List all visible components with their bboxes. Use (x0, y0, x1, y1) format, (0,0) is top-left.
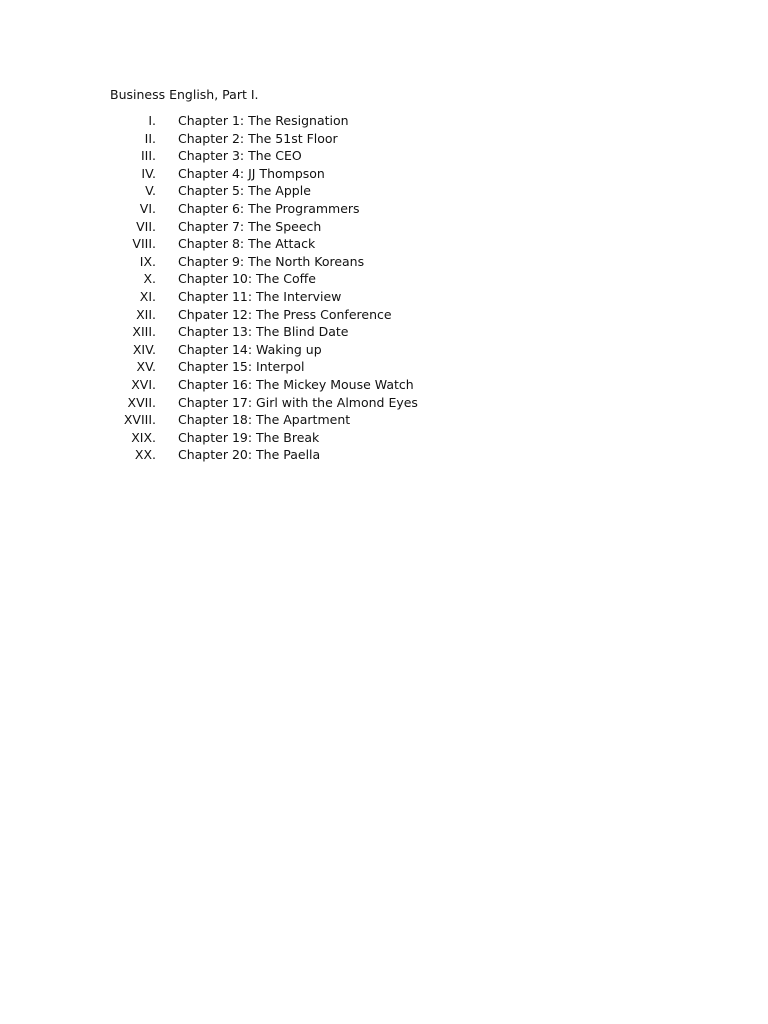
list-item (110, 130, 510, 148)
list-item (110, 288, 510, 306)
chapter-title: Chapter 7: The Speech (178, 218, 322, 234)
chapter-title: Chapter 11: The Interview (178, 288, 342, 304)
chapter-title: Chapter 20: The Paella (178, 447, 321, 463)
chapter-list (110, 112, 510, 464)
chapter-title: Chapter 6: The Programmers (178, 200, 360, 216)
list-numeral: XIII. (132, 324, 156, 340)
list-numeral: IX. (139, 253, 156, 269)
list-item (110, 165, 510, 183)
list-numeral: XII. (136, 306, 156, 322)
chapter-title: Chapter 14: Waking up (178, 341, 322, 357)
chapter-title: Chapter 8: The Attack (178, 236, 316, 252)
list-numeral: I. (148, 113, 156, 128)
list-numeral: VI. (139, 200, 156, 216)
list-numeral: III. (140, 148, 156, 164)
list-item (110, 358, 510, 376)
chapter-title: Chapter 2: The 51st Floor (178, 130, 338, 146)
list-numeral: XIX. (131, 429, 156, 445)
chapter-title: Chapter 13: The Blind Date (178, 324, 349, 340)
list-item (110, 341, 510, 359)
chapter-title: Chapter 18: The Apartment (178, 412, 351, 428)
chapter-title: Chpater 12: The Press Conference (178, 306, 392, 322)
list-numeral: XVII. (127, 394, 156, 410)
list-numeral: IV. (141, 165, 156, 181)
list-numeral: X. (143, 271, 156, 287)
list-numeral: XX. (134, 447, 156, 463)
list-numeral: VII. (136, 218, 156, 234)
chapter-title: Chapter 9: The North Koreans (178, 253, 365, 269)
list-item (110, 200, 510, 218)
chapter-title: Chapter 16: The Mickey Mouse Watch (178, 376, 414, 392)
list-item (110, 411, 510, 429)
list-item (110, 253, 510, 271)
chapter-title: Chapter 19: The Break (178, 429, 320, 445)
document-title: Business English, Part I. (110, 87, 259, 102)
list-item (110, 394, 510, 412)
list-item (110, 446, 510, 464)
chapter-title: Chapter 10: The Coffe (178, 271, 316, 287)
list-numeral: XVI. (131, 376, 156, 392)
list-item (110, 429, 510, 447)
chapter-title: Chapter 15: Interpol (178, 359, 305, 375)
chapter-title: Chapter 17: Girl with the Almond Eyes (178, 394, 418, 410)
list-numeral: VIII. (132, 236, 156, 252)
list-numeral: XV. (136, 359, 156, 375)
list-item (110, 323, 510, 341)
list-numeral: XI. (139, 288, 156, 304)
chapter-title: Chapter 1: The Resignation (178, 113, 349, 128)
list-item (110, 218, 510, 236)
list-item (110, 270, 510, 288)
chapter-title: Chapter 4: JJ Thompson (178, 165, 325, 181)
list-item (110, 376, 510, 394)
list-item (110, 112, 510, 130)
list-item (110, 182, 510, 200)
list-numeral: V. (145, 183, 156, 199)
list-item (110, 147, 510, 165)
chapter-title: Chapter 3: The CEO (178, 148, 302, 164)
list-item (110, 235, 510, 253)
chapter-title: Chapter 5: The Apple (178, 183, 311, 199)
list-numeral: II. (144, 130, 156, 146)
list-numeral: XVIII. (123, 412, 156, 428)
list-item (110, 306, 510, 324)
list-numeral: XIV. (132, 341, 156, 357)
